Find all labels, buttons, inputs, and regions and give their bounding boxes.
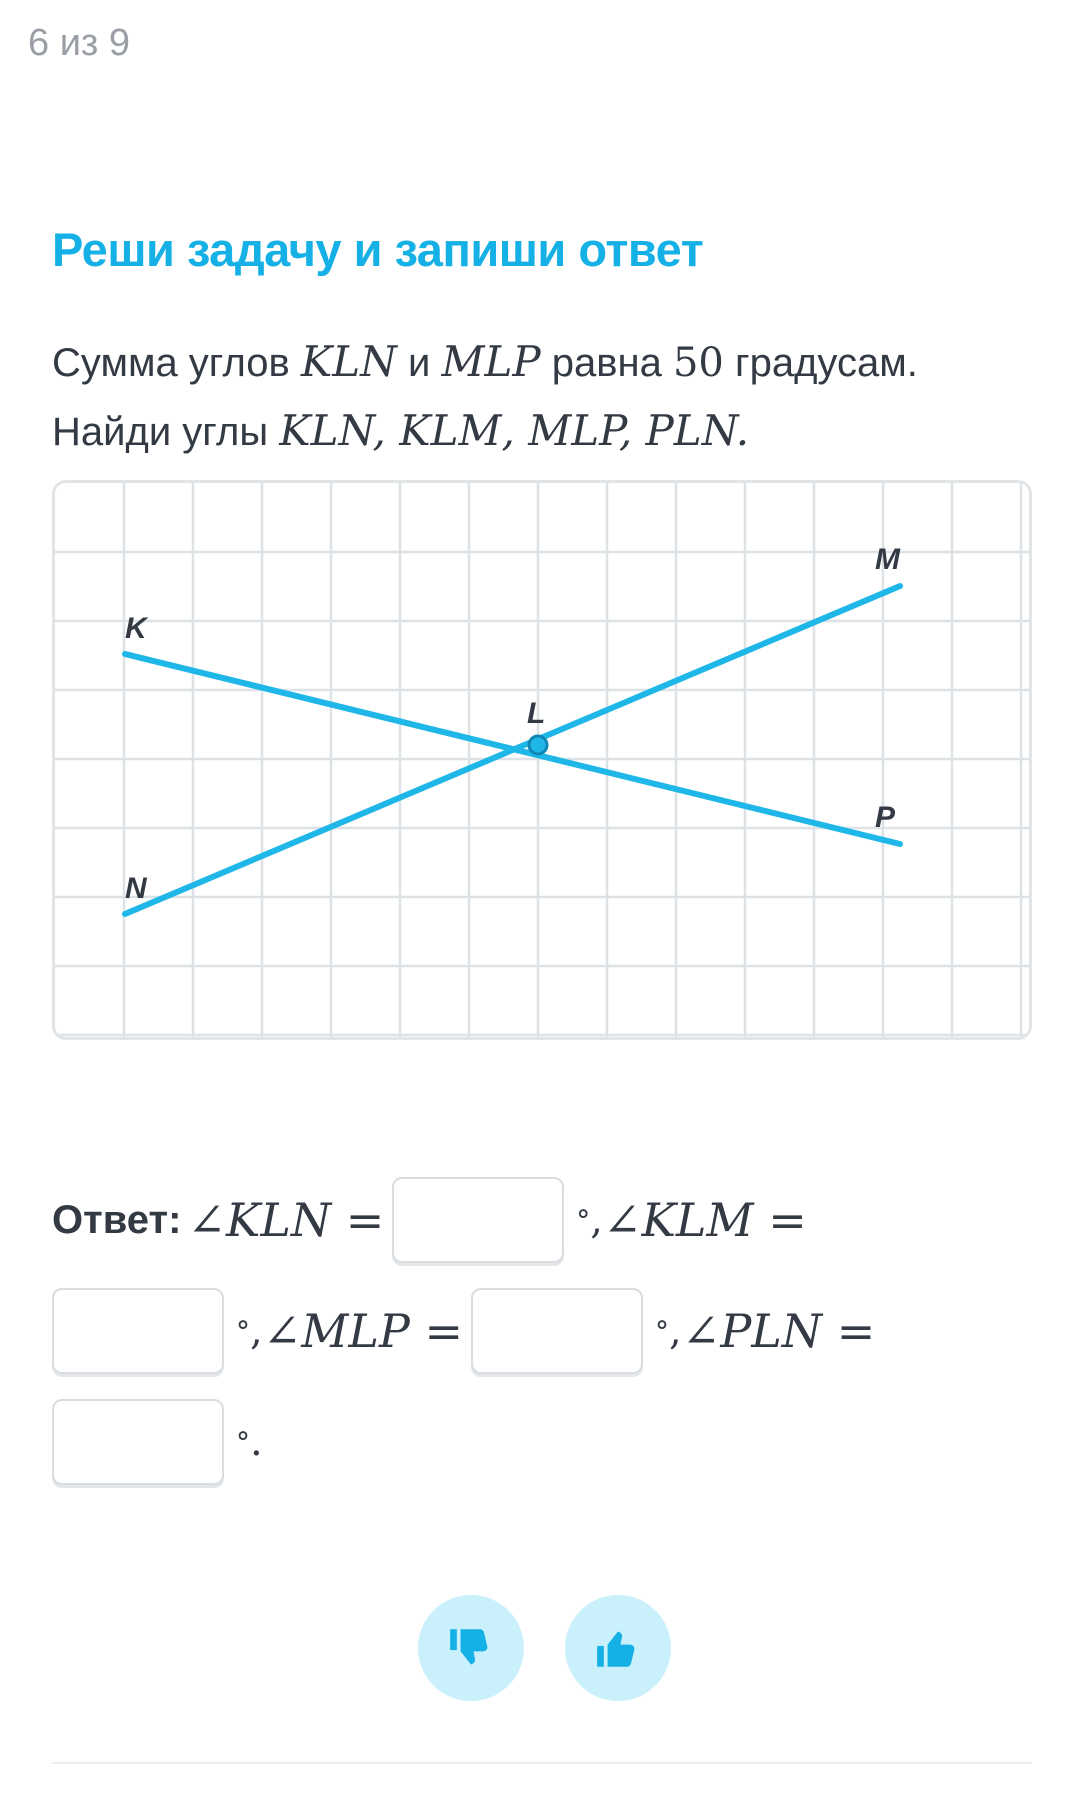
task-heading: Реши задачу и запиши ответ [52,223,704,276]
problem-line-2 [52,397,1032,466]
angle-expression-klm: ∠KLM = [603,1193,807,1247]
comma: , [250,1308,263,1354]
comma: , [590,1197,604,1243]
like-button[interactable] [565,1595,671,1701]
angle-expression-kln: ∠KLN = [187,1193,385,1247]
answer-input-klm[interactable] [52,1288,224,1374]
degree-sign: ° [655,1314,670,1348]
answer-row-1 [52,1175,807,1265]
diagram-canvas [55,483,1029,1037]
problem-text: равна [540,341,673,385]
answer-row-3 [52,1397,263,1487]
geometry-diagram [52,480,1032,1040]
problem-statement [52,328,1032,466]
label-l: L [527,697,546,730]
bottom-divider [52,1762,1032,1764]
label-m: M [875,543,900,576]
problem-text: и [396,341,442,385]
degree-sign: ° [236,1425,250,1459]
problem-text: Сумма углов [52,341,301,385]
answer-input-pln[interactable] [52,1399,224,1485]
progress-counter: 6 из 9 [28,22,131,64]
line-nm [125,586,900,914]
problem-line-1 [52,328,1032,397]
degree-sign: ° [576,1203,591,1237]
math-angle: KLN [300,337,397,386]
comma: , [669,1308,682,1354]
answer-input-mlp[interactable] [471,1288,643,1374]
thumbs-up-icon [593,1623,643,1673]
angle-expression-mlp: ∠MLP = [262,1304,464,1358]
answer-label: Ответ: [52,1197,182,1242]
math-angle: MLP [441,337,541,386]
label-n: N [125,872,147,905]
problem-text: Найди углы [52,410,280,454]
label-p: P [875,801,896,834]
period: . [250,1419,263,1465]
answer-input-kln[interactable] [392,1177,564,1263]
point-l [529,736,547,754]
angle-expression-pln: ∠PLN = [681,1304,876,1358]
math-angle-list: KLN, KLM, MLP, PLN [279,406,736,455]
answer-row-2 [52,1286,875,1376]
math-number: 50 [672,340,724,386]
degree-sign: ° [236,1314,250,1348]
label-k: K [125,612,147,645]
dislike-button[interactable] [418,1595,524,1701]
problem-text: градусам. [723,341,918,385]
thumbs-down-icon [446,1623,496,1673]
problem-period: . [735,406,750,455]
